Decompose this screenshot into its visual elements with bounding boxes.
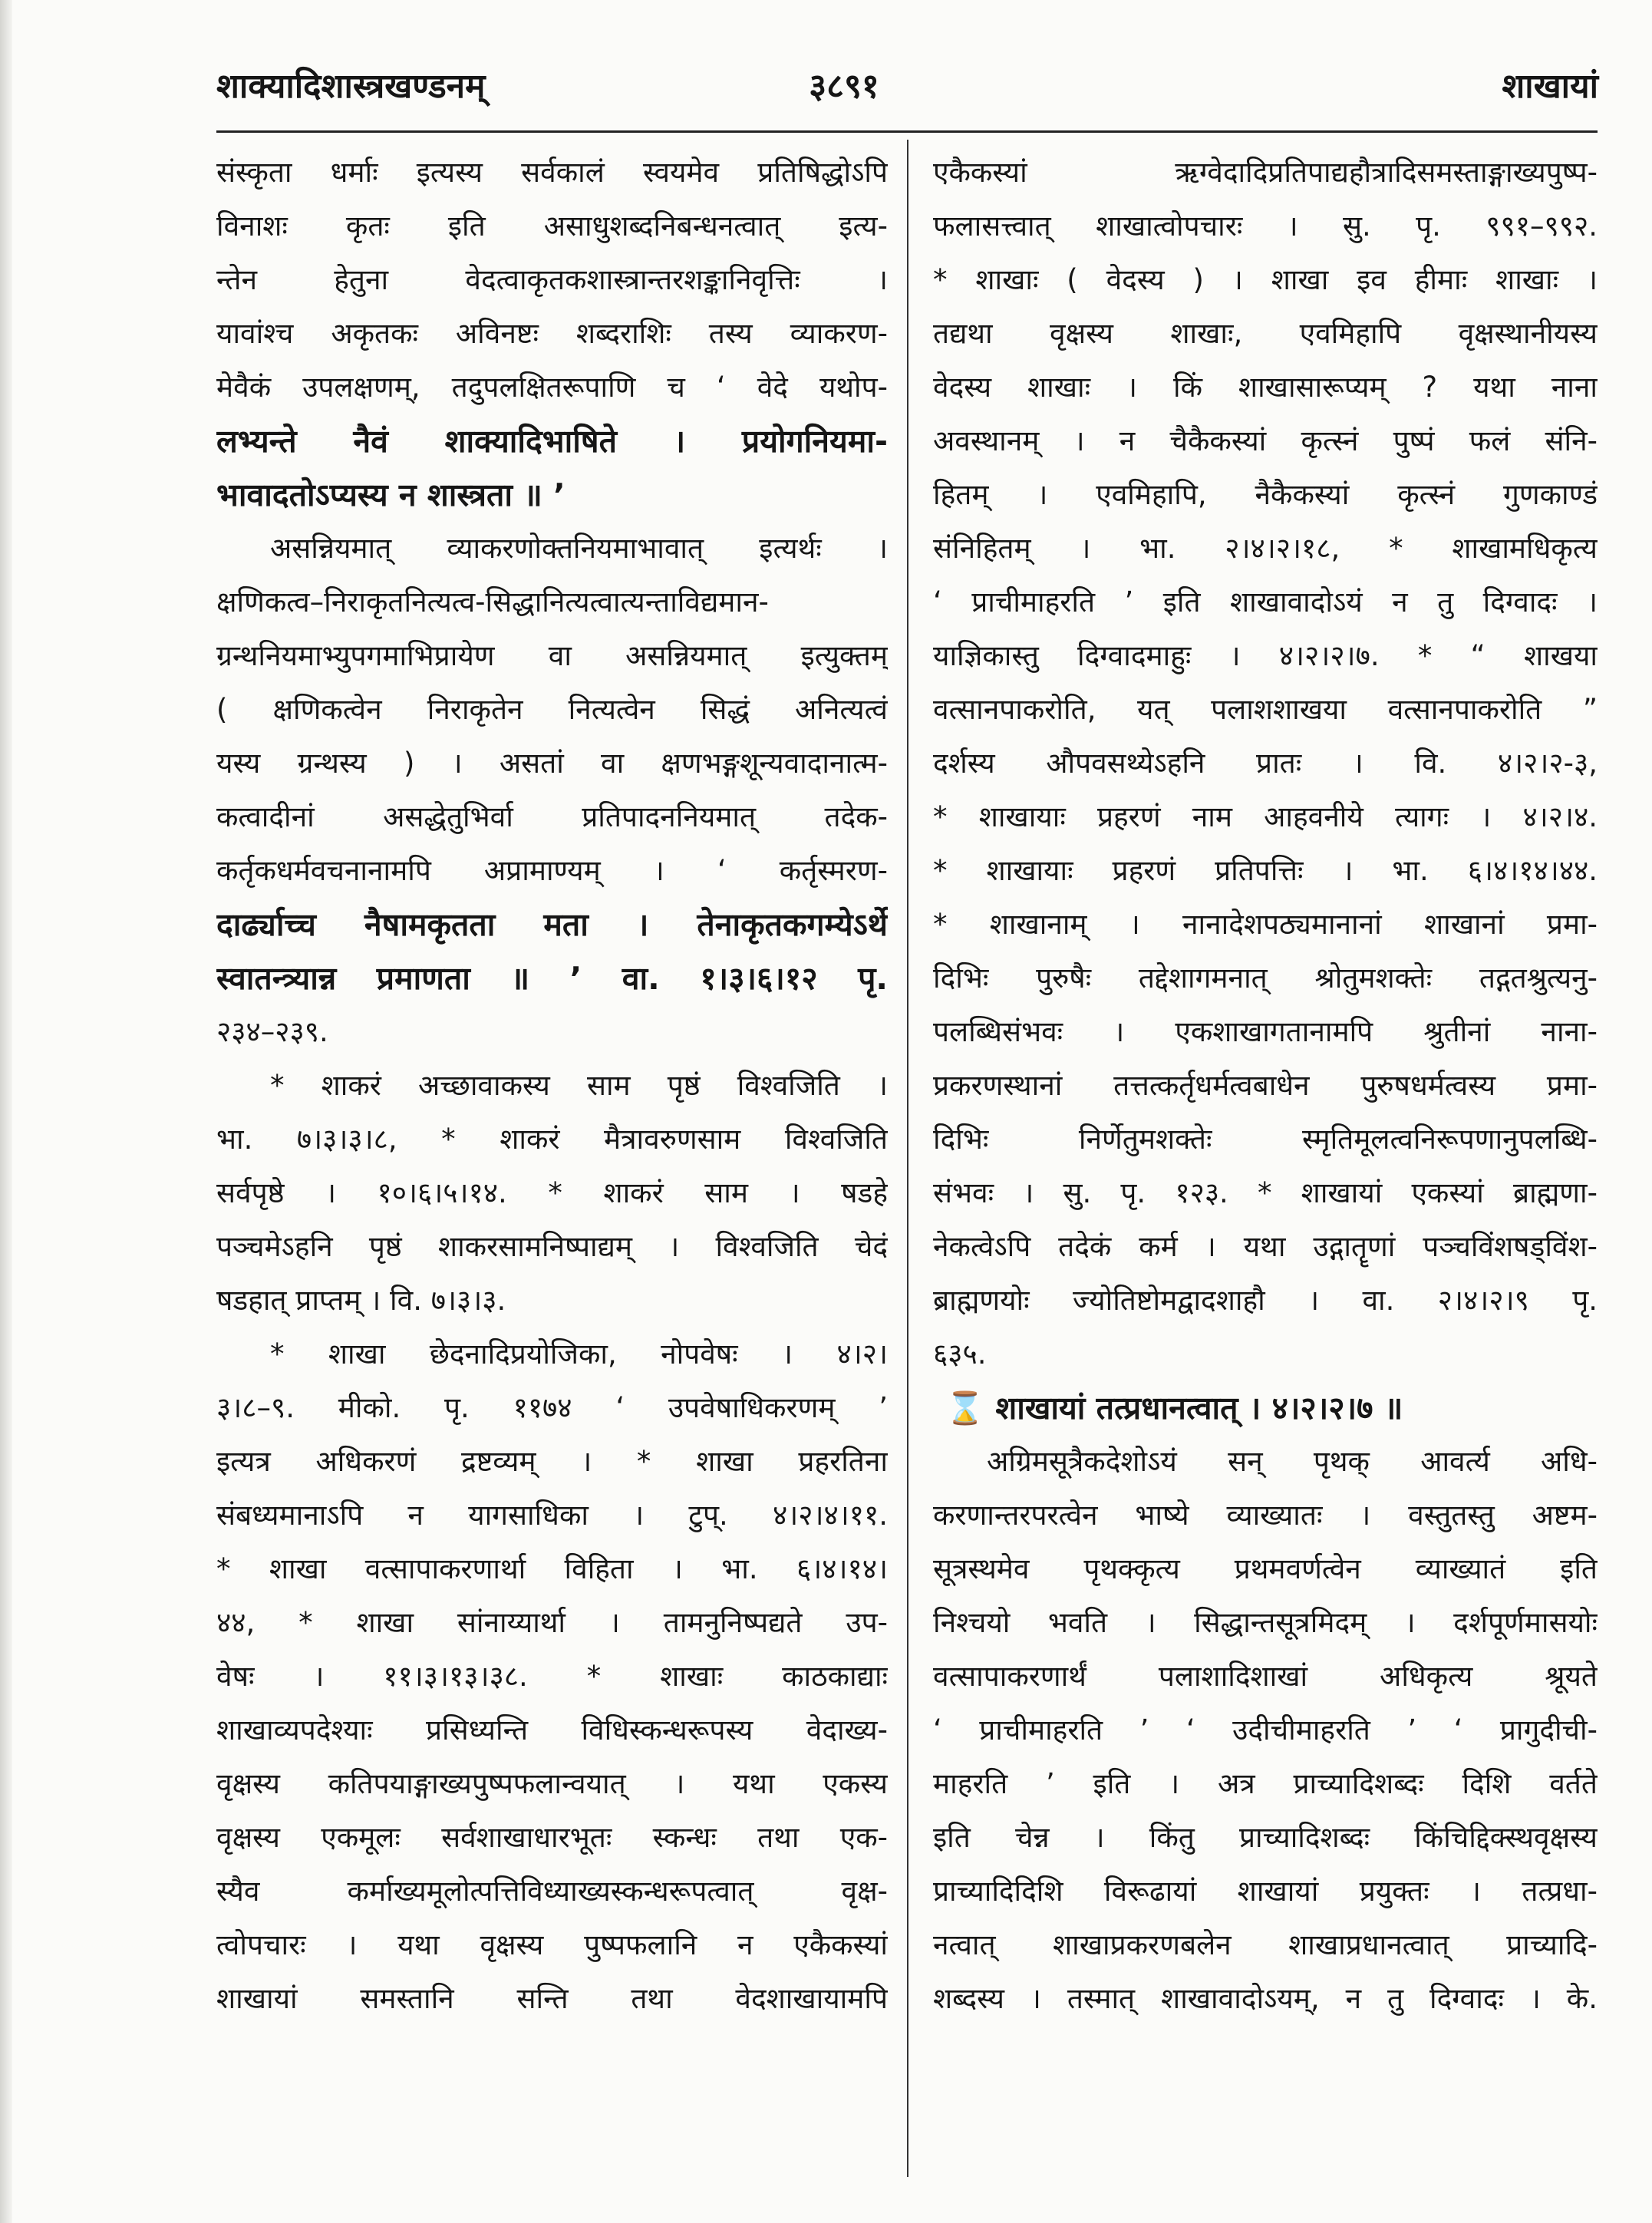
text-line: एकैकस्यां ऋग्वेदादिप्रतिपाद्यहौत्रादिसमस्ताङ्गाख्यपुष्प-	[933, 156, 1598, 189]
text-line: वेदस्य शाखाः । किं शाखासारूप्यम् ? यथा नाना	[933, 371, 1598, 404]
entry-line: * शाखा छेदनादिप्रयोजिका, नोपवेषः । ४।२।	[270, 1337, 888, 1370]
text-line: विनाशः कृतः इति असाधुशब्दनिबन्धनत्वात् इत्य-	[216, 209, 888, 242]
column-divider	[907, 140, 908, 2177]
text-line: संबध्यमानाऽपि न यागसाधिका । टुप्. ४।२।४।११.	[216, 1499, 888, 1532]
text-line: करणान्तरपरत्वेन भाष्ये व्याख्यातः । वस्तुतस्तु अष्टम-	[933, 1499, 1598, 1532]
entry-line: * शाखायाः प्रहरणं नाम आहवनीये त्यागः । ४।२।४.	[933, 800, 1598, 833]
text-line: माहरति ’ इति । अत्र प्राच्यादिशब्दः दिशि वर्तते	[933, 1767, 1598, 1800]
text-line: नत्वात् शाखाप्रकरणबलेन शाखाप्रधानत्वात् प्राच्यादि-	[933, 1928, 1598, 1961]
header-right-headword: शाखायां	[1502, 67, 1598, 106]
right-column	[933, 146, 1598, 2026]
text-line: ३।८–९. मीको. पृ. ११७४ ‘ उपवेषाधिकरणम् ’	[216, 1391, 888, 1424]
entry-line: * शाकरं अच्छावाकस्य साम पृष्ठं विश्वजिति ।	[270, 1069, 888, 1102]
text-line: प्रकरणस्थानां तत्तत्कर्तृधर्मत्वबाधेन पुरुषधर्मत्वस्य प्रमा-	[933, 1069, 1598, 1102]
text-line: यावांश्च अकृतकः अविनष्टः शब्दराशिः तस्य व्याकरण-	[216, 317, 888, 350]
entry-line: * शाखाः ( वेदस्य ) । शाखा इव हीमाः शाखाः ।	[933, 263, 1598, 296]
text-line: वृक्षस्य एकमूलः सर्वशाखाधारभूतः स्कन्धः तथा एक-	[216, 1821, 888, 1854]
text-line: वत्सापाकरणार्थं पलाशादिशाखां अधिकृत्य श्रूयते	[933, 1660, 1598, 1693]
header-divider	[216, 130, 1598, 133]
text-line: न्तेन हेतुना वेदत्वाकृतकशास्त्रान्तरशङ्कानिवृत्तिः ।	[216, 263, 888, 296]
sutra-heading: ⌛ शाखायां तत्प्रधानत्वात् । ४।२।२।७ ॥	[945, 1390, 1403, 1426]
text-line: स्वातन्त्र्यान्न प्रमाणता ॥ ’ वा. १।३।६।१२ पृ.	[216, 960, 888, 997]
text-line: सर्वपृष्ठे । १०।६।५।१४. * शाकरं साम । षडहे	[216, 1176, 888, 1209]
text-line: पञ्चमेऽहनि पृष्ठं शाकरसामनिष्पाद्यम् । विश्वजिति चेदं	[216, 1230, 888, 1263]
text-line: २३४–२३९.	[216, 1015, 328, 1048]
text-line: कत्वादीनां असद्धेतुभिर्वा प्रतिपादननियमात् तदेक-	[216, 800, 888, 833]
text-line: वत्सानपाकरोति, यत् पलाशशाखया वत्सानपाकरोति ”	[933, 693, 1598, 726]
text-line: संभवः । सु. पृ. १२३. * शाखायां एकस्यां ब्राह्मणा-	[933, 1176, 1598, 1209]
text-line: स्यैव कर्माख्यमूलोत्पत्तिविध्याख्यस्कन्धरूपत्वात् वृक्ष-	[216, 1875, 888, 1908]
text-line: दार्ढ्याच्च नैषामकृतता मता । तेनाकृतकगम्येऽर्थे	[216, 906, 888, 943]
text-line: संनिहितम् । भा. २।४।२।१८, * शाखामधिकृत्य	[933, 532, 1598, 565]
text-line: षडहात् प्राप्तम् । वि. ७।३।३.	[216, 1284, 506, 1317]
text-line: फलासत्त्वात् शाखात्वोपचारः । सु. पृ. ९९१–९९२.	[933, 209, 1598, 242]
text-line: ग्रन्थनियमाभ्युपगमाभिप्रायेण वा असन्नियमात् इत्युक्तम्	[216, 639, 888, 672]
text-line: मेवैकं उपलक्षणम्, तदुपलक्षितरूपाणि च ‘ वेदे यथोप-	[216, 371, 888, 404]
text-line: याज्ञिकास्तु दिग्वादमाहुः । ४।२।२।७. * “ शाखया	[933, 639, 1598, 672]
text-line: निश्चयो भवति । सिद्धान्तसूत्रमिदम् । दर्शपूर्णमासयोः	[933, 1606, 1598, 1639]
text-line: * शाखा वत्सापाकरणार्था विहिता । भा. ६।४।१४।	[216, 1552, 888, 1585]
text-line: लभ्यन्ते नैवं शाक्यादिभाषिते । प्रयोगनियमा-	[216, 423, 888, 460]
entry-line: * शाखायाः प्रहरणं प्रतिपत्तिः । भा. ६।४।१४।४४.	[933, 854, 1598, 887]
text-line: शाखाव्यपदेश्याः प्रसिध्यन्ति विधिस्कन्धरूपस्य वेदाख्य-	[216, 1713, 888, 1746]
text-line: ६३५.	[933, 1337, 987, 1370]
text-line: त्वोपचारः । यथा वृक्षस्य पुष्पफलानि न एकैकस्यां	[216, 1928, 888, 1961]
text-line: ‘ प्राचीमाहरति ’ इति शाखावादोऽयं न तु दिग्वादः ।	[933, 585, 1598, 618]
left-column	[216, 146, 888, 2026]
text-line: दर्शस्य औपवसथ्येऽहनि प्रातः । वि. ४।२।२-३,	[933, 747, 1598, 780]
entry-line: * शाखानाम् । नानादेशपठ्यमानानां शाखानां प्रमा-	[933, 908, 1598, 941]
text-line: भावादतोऽप्यस्य न शास्त्रता ॥ ’	[216, 477, 566, 513]
text-line: अग्रिमसूत्रैकदेशोऽयं सन् पृथक् आवर्त्य अधि-	[987, 1445, 1598, 1478]
text-line: ( क्षणिकत्वेन निराकृतेन नित्यत्वेन सिद्धं अनित्यत्वं	[216, 693, 888, 726]
text-line: सूत्रस्थमेव पृथक्कृत्य प्रथमवर्णत्वेन व्याख्यातं इति	[933, 1552, 1598, 1585]
text-line: असन्नियमात् व्याकरणोक्तनियमाभावात् इत्यर्थः ।	[270, 532, 888, 565]
text-line: इत्यत्र अधिकरणं द्रष्टव्यम् । * शाखा प्रहरतिना	[216, 1445, 888, 1478]
text-line: भा. ७।३।३।८, * शाकरं मैत्रावरुणसाम विश्वजिति	[216, 1123, 888, 1156]
text-line: इति चेन्न । किंतु प्राच्यादिशब्दः किंचिद्दिक्स्थवृक्षस्य	[933, 1821, 1598, 1854]
text-line: ब्राह्मणयोः ज्योतिष्टोमद्वादशाहौ । वा. २।४।२।९ पृ.	[933, 1284, 1598, 1317]
page-number: ३८९१	[809, 67, 879, 106]
text-line: क्षणिकत्व–निराकृतनित्यत्व-सिद्धानित्यत्वात्यन्ताविद्यमान-	[216, 585, 769, 618]
text-line: अवस्थानम् । न चैकैकस्यां कृत्स्नं पुष्पं फलं संनि-	[933, 424, 1598, 457]
text-line: ‘ प्राचीमाहरति ’ ‘ उदीचीमाहरति ’ ‘ प्रागुदीची-	[933, 1713, 1598, 1746]
page-binding-edge	[0, 0, 12, 2223]
text-line: दिभिः निर्णेतुमशक्तेः स्मृतिमूलत्वनिरूपणानुपलब्धि-	[933, 1123, 1598, 1156]
text-line: शाखायां समस्तानि सन्ति तथा वेदशाखायामपि	[216, 1982, 888, 2015]
text-line: शब्दस्य । तस्मात् शाखावादोऽयम्, न तु दिग्वादः । के.	[933, 1982, 1598, 2015]
text-line: वृक्षस्य कतिपयाङ्गाख्यपुष्पफलान्वयात् । यथा एकस्य	[216, 1767, 888, 1800]
text-line: प्राच्यादिदिशि विरूढायां शाखायां प्रयुक्तः । तत्प्रधा-	[933, 1875, 1598, 1908]
text-line: यस्य ग्रन्थस्य ) । असतां वा क्षणभङ्गशून्यवादानात्म-	[216, 747, 888, 780]
text-line: नेकत्वेऽपि तदेकं कर्म । यथा उद्गातॄणां पञ्चविंशषड्विंश-	[933, 1230, 1598, 1263]
text-line: ४४, * शाखा सांनाय्यार्था । तामनुनिष्पद्यते उप-	[216, 1606, 888, 1639]
text-line: तद्यथा वृक्षस्य शाखाः, एवमिहापि वृक्षस्थानीयस्य	[933, 317, 1598, 350]
text-line: कर्तृकधर्मवचनानामपि अप्रामाण्यम् । ‘ कर्तृस्मरण-	[216, 854, 888, 887]
text-line: वेषः । ११।३।१३।३८. * शाखाः काठकाद्याः	[216, 1660, 888, 1693]
text-line: दिभिः पुरुषैः तद्देशागमनात् श्रोतुमशक्तेः तद्गतश्रुत्यनु-	[933, 961, 1598, 994]
header-left-title: शाक्यादिशास्त्रखण्डनम्	[216, 67, 486, 106]
text-line: हितम् । एवमिहापि, नैकैकस्यां कृत्स्नं गुणकाण्डं	[933, 478, 1598, 511]
text-line: पलब्धिसंभवः । एकशाखागतानामपि श्रुतीनां नाना-	[933, 1015, 1598, 1048]
text-line: संस्कृता धर्माः इत्यस्य सर्वकालं स्वयमेव प्रतिषिद्धोऽपि	[216, 156, 888, 189]
